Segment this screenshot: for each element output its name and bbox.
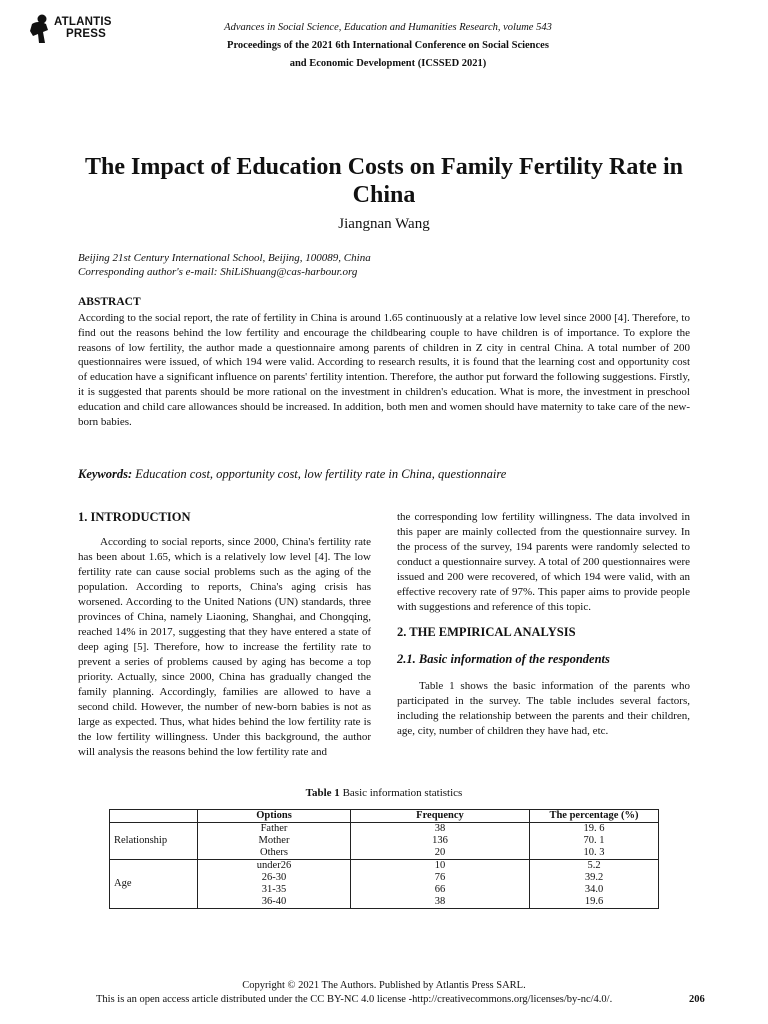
table-cell: 34.0 [584, 884, 604, 895]
header-cell-group [110, 810, 198, 823]
group-label-relationship: Relationship [110, 823, 198, 860]
affiliation-block [78, 251, 371, 279]
table-cell: 10. 3 [583, 847, 605, 858]
group-label-age: Age [110, 860, 198, 909]
table-caption-text: Basic information statistics [342, 787, 463, 799]
publisher-logo [28, 14, 128, 48]
right-column [397, 510, 690, 739]
basic-info-table [109, 809, 659, 909]
table-header-row [110, 810, 659, 823]
table-cell: 38 [434, 823, 446, 834]
affiliation: Beijing 21st Century International School, Beijing, 100089, China [78, 252, 371, 264]
table-caption [0, 787, 768, 799]
table-cell: 19. 6 [583, 823, 605, 834]
corresponding-email: Corresponding author's e-mail: ShiLiShuang@cas-harbour.org [78, 266, 358, 278]
keywords-value: Education cost, opportunity cost, low fertility rate in China, questionnaire [135, 467, 507, 481]
table-cell: 136 [432, 835, 448, 846]
age-options [198, 860, 351, 909]
table-cell: 38 [434, 896, 446, 907]
table-cell: 10 [434, 860, 446, 871]
atlas-figure-icon [28, 14, 52, 44]
table-cell: 31-35 [261, 884, 287, 895]
section1-heading: 1. INTRODUCTION [78, 510, 191, 524]
table-cell: 70. 1 [583, 835, 605, 846]
table-cell: Mother [258, 835, 290, 846]
logo-wordmark [54, 16, 112, 40]
section2-heading: 2. THE EMPIRICAL ANALYSIS [397, 625, 576, 639]
author-name: Jiangnan Wang [338, 216, 430, 232]
section1-paragraph-continued: the corresponding low fertility willingness. The data involved in this paper are mainly collected from the questionnaire survey. In the process of the survey, 194 parents were randomly selected to conduct a questionnaire survey. A total of 200 questionnaires were issued and 200 were recovered, of which 194 were valid, with an effective recovery rate of 97%. This paper aims to provide people with suggestions and reference of this topic. [397, 511, 690, 613]
logo-line1: ATLANTIS [54, 16, 112, 28]
keywords-label: Keywords: [78, 467, 133, 481]
header-cell-frequency: Frequency [351, 810, 530, 823]
table-cell: 39.2 [584, 872, 604, 883]
abstract-heading: ABSTRACT [78, 296, 141, 308]
copyright-notice: Copyright © 2021 The Authors. Published by Atlantis Press SARL. [242, 980, 526, 991]
header-cell-percentage: The percentage (%) [530, 810, 659, 823]
journal-name: Advances in Social Science, Education and Humanities Research, volume 543 [224, 22, 552, 33]
table-cell: 19.6 [584, 896, 604, 907]
table-cell: 66 [434, 884, 446, 895]
proceedings-line2: and Economic Development (ICSSED 2021) [289, 58, 487, 69]
table-cell: under26 [256, 860, 292, 871]
abstract-text: According to the social report, the rate of fertility in China is around 1.65 continuously at a relative low level since 2000 [4]. Therefore, to find out the reasons behind the low fertility and encourage the childbearing couple to have children is of importance. To explore the reasons of low fertility, the author made a questionnaire among parents of children in Z city in central China. A total number of 200 questionnaires were issued, of which 194 were valid. According to research results, it is found that the learning cost and opportunity cost of education have a significant influence on parents' fertility intention. Therefore, the author put forward the following suggestions. Firstly, it is suggested that parents should be more rational on the investment in children's education. What is more, the investment in preschool education and child care allowances should be increased. In addition, both men and women should have maternity to take care of the new-born babies. [78, 312, 690, 428]
table-cell: 76 [434, 872, 446, 883]
proceedings-line1: Proceedings of the 2021 6th International Conference on Social Sciences [227, 40, 549, 51]
logo-line2: PRESS [66, 28, 106, 40]
table-cell: 36-40 [261, 896, 287, 907]
relationship-percentages [530, 823, 659, 860]
header-cell-options: Options [198, 810, 351, 823]
subsection-2-1-heading: 2.1. Basic information of the respondents [397, 652, 610, 666]
table-caption-label: Table 1 [305, 787, 340, 799]
table-cell: Others [260, 847, 288, 858]
license-notice: This is an open access article distributed under the CC BY-NC 4.0 license -http://creativecommons.org/licenses/by-nc/4.0/. [96, 994, 613, 1005]
table-row-relationship [110, 823, 659, 860]
section2-paragraph: Table 1 shows the basic information of the parents who participated in the survey. The table includes several factors, including the relationship between the parents and their children, age, city, number of children they have had, etc. [397, 680, 690, 737]
table-row-age [110, 860, 659, 909]
age-percentages [530, 860, 659, 909]
table-cell: 26-30 [261, 872, 287, 883]
table-cell: 20 [434, 847, 446, 858]
age-frequencies [351, 860, 530, 909]
paper-title: The Impact of Education Costs on Family Fertility Rate in China [85, 154, 683, 208]
left-column [78, 510, 371, 760]
section1-paragraph: According to social reports, since 2000, China's fertility rate has been about 1.65, which is a relatively low level [4]. The low fertility rate can cause social problems such as the aging of the population. According to reports, China's aging crisis has worsened. According to the United Nations (UN) standards, three provinces of China, namely Liaoning, Shanghai, and Chongqing, reached 14% in 2017, suggesting that they have entered a state of deep aging [5]. Therefore, how to increase the fertility rate to prevent a series of problems caused by aging has become a top priority. Actually, since 2000, China has gradually changed the family planning. Accordingly, families are allowed to have a second child. However, the number of new-born babies is not as large as expected. Thus, what hides behind the low fertility rate is the low fertility willingness. Under this background, the author will analysis the reasons behind the low fertility rate and [78, 536, 371, 758]
table-cell: 5.2 [587, 860, 601, 871]
keywords [78, 467, 690, 482]
table-cell: Father [260, 823, 288, 834]
relationship-frequencies [351, 823, 530, 860]
page-number: 206 [689, 994, 705, 1005]
relationship-options [198, 823, 351, 860]
